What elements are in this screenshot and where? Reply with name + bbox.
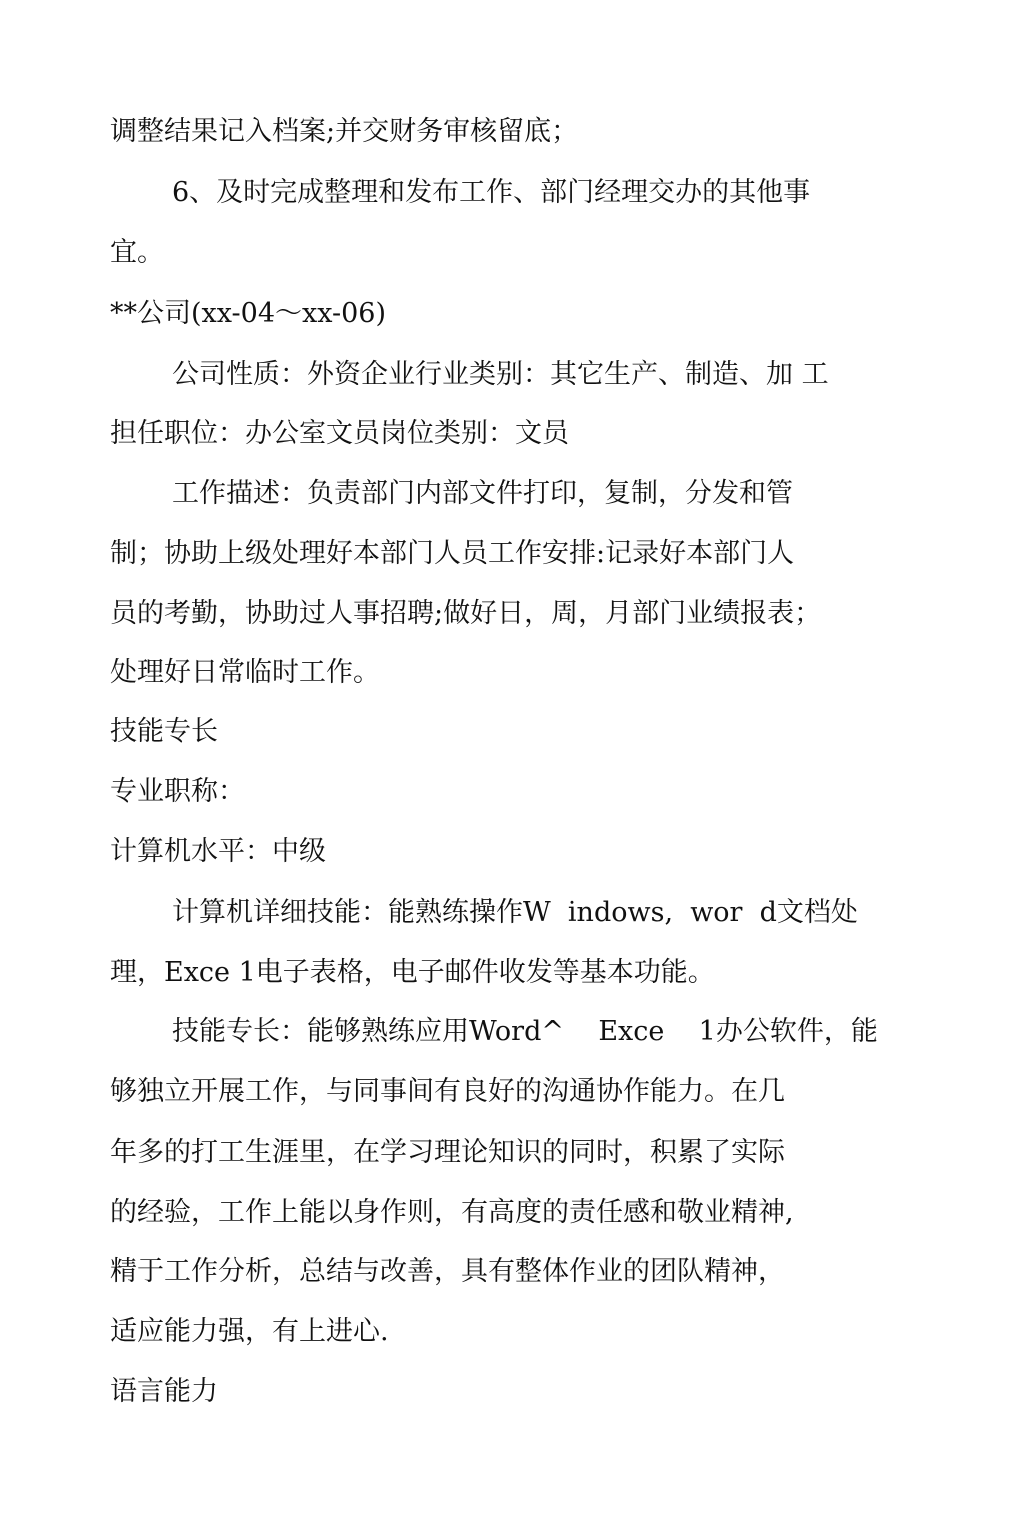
text-line: 公司性质：外资企业行业类别：其它生产、制造、加 工 xyxy=(172,359,829,390)
text-line: 员的考勤，协助过人事招聘;做好日，周，月部门业绩报表； xyxy=(110,598,822,629)
text-line: 6、及时完成整理和发布工作、部门经理交办的其他事 xyxy=(172,177,811,208)
text-line: 计算机详细技能：能熟练操作W indows, wor d文档处 xyxy=(172,897,858,928)
section-heading-language: 语言能力 xyxy=(110,1376,218,1407)
text-line: 制；协助上级处理好本部门人员工作安排:记录好本部门人 xyxy=(110,538,795,569)
text-line: 处理好日常临时工作。 xyxy=(110,657,380,688)
text-line: 专业职称： xyxy=(110,776,245,807)
text-line: 工作描述：负责部门内部文件打印，复制，分发和管 xyxy=(172,478,793,509)
section-heading-skills: 技能专长 xyxy=(110,716,218,747)
text-line: 精于工作分析，总结与改善，具有整体作业的团队精神， xyxy=(110,1256,785,1287)
text-line: 计算机水平：中级 xyxy=(110,836,326,867)
text-line: 宜。 xyxy=(110,237,164,268)
text-line: 担任职位：办公室文员岗位类别：文员 xyxy=(110,418,569,449)
text-line: 年多的打工生涯里，在学习理论知识的同时，积累了实际 xyxy=(110,1137,785,1168)
section-header-company: **公司(xx-04～xx-06) xyxy=(110,298,386,329)
text-line: 理，Exce 1电子表格，电子邮件收发等基本功能。 xyxy=(110,957,715,988)
text-line: 的经验，工作上能以身作则，有高度的责任感和敬业精神, xyxy=(110,1197,794,1228)
text-line: 适应能力强，有上进心. xyxy=(110,1316,389,1347)
text-line: 调整结果记入档案;并交财务审核留底； xyxy=(110,116,579,147)
text-line: 够独立开展工作，与同事间有良好的沟通协作能力。在几 xyxy=(110,1076,785,1107)
text-line: 技能专长：能够熟练应用Word^ Exce 1办公软件，能 xyxy=(172,1016,878,1047)
